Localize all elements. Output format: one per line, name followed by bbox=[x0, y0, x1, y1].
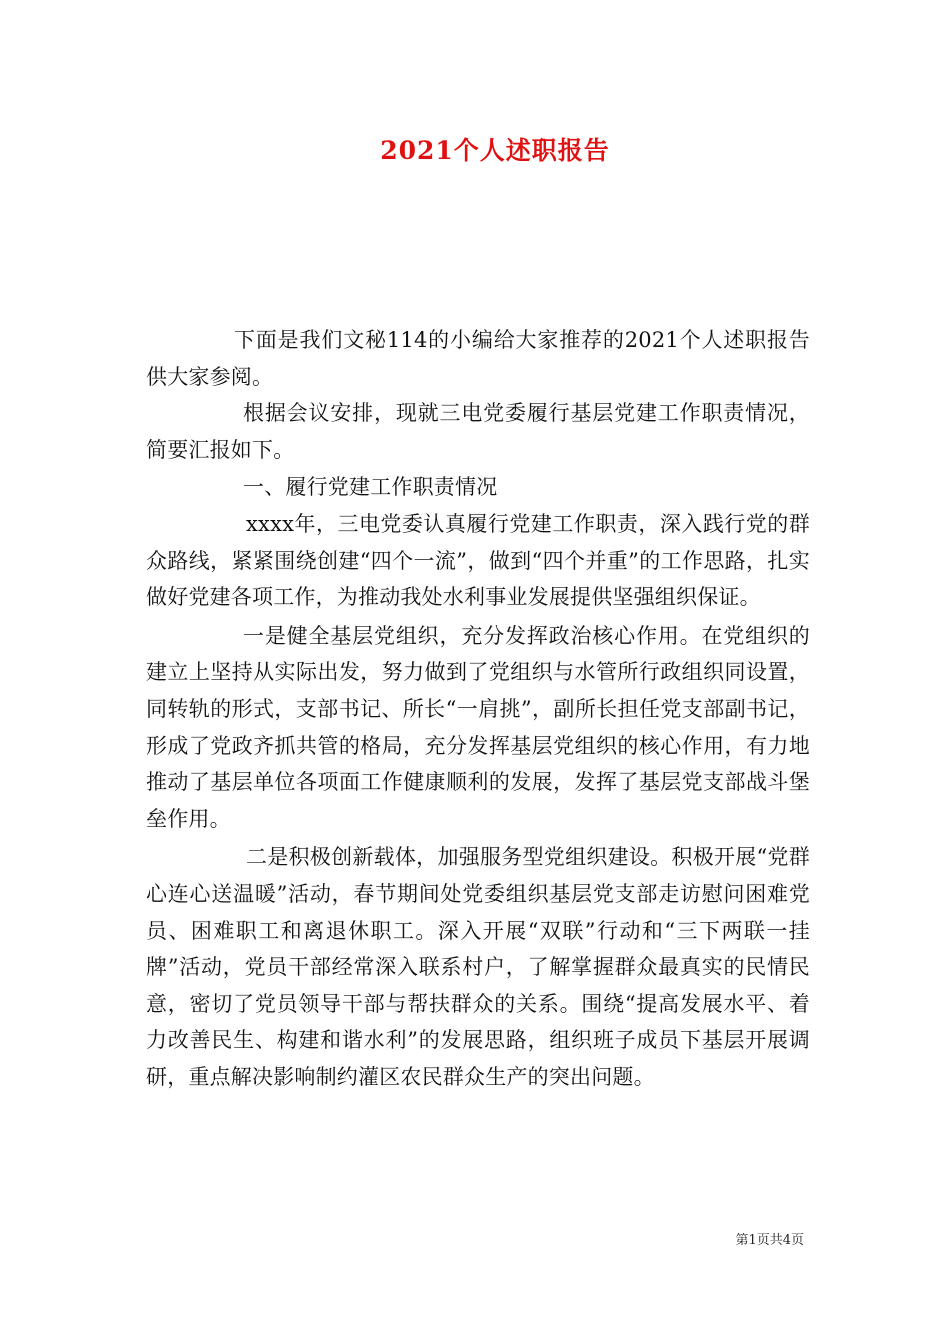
paragraph-point-two: 二是积极创新载体，加强服务型党组织建设。积极开展“党群心连心送温暖”活动，春节期间处党委组织基层党支部走访慰问困难党员、困难职工和离退休职工。深入开展“双联”行动和“三下两联一挂牌”活动，党员干部经常深入联系村户，了解掌握群众最真实的民情民意，密切了党员领导干部与帮扶群众的关系。围绕“提高发展水平、着力改善民生、构建和谐水利”的发展思路，组织班子成员下基层开展调研，重点解决影响制约灌区农民群众生产的突出问题。 bbox=[146, 845, 810, 1089]
paragraph-point-one: 一是健全基层党组织，充分发挥政治核心作用。在党组织的建立上坚持从实际出发，努力做到了党组织与水管所行政组织同设置，同转轨的形式，支部书记、所长“一肩挑”，副所长担任党支部副书记，形成了党政齐抓共管的格局，充分发挥基层党组织的核心作用，有力地推动了基层单位各项面工作健康顺利的发展，发挥了基层党支部战斗堡垒作用。 bbox=[146, 623, 810, 831]
paragraph-intro: 下面是我们文秘114的小编给大家推荐的2021个人述职报告供大家参阅。 bbox=[146, 328, 810, 389]
paragraph-arrangement: 根据会议安排，现就三电党委履行基层党建工作职责情况，简要汇报如下。 bbox=[146, 401, 810, 462]
section-heading: 一、履行党建工作职责情况 bbox=[243, 475, 498, 500]
document-title: 2021个人述职报告 bbox=[380, 136, 610, 165]
page-number: 第1页共4页 bbox=[735, 1233, 804, 1248]
paragraph-overview: xxxx年，三电党委认真履行党建工作职责，深入践行党的群众路线，紧紧围绕创建“四个一流”，做到“四个并重”的工作思路，扎实做好党建各项工作，为推动我处水利事业发展提供坚强组织保证。 bbox=[146, 511, 810, 610]
document-body bbox=[146, 322, 810, 1095]
